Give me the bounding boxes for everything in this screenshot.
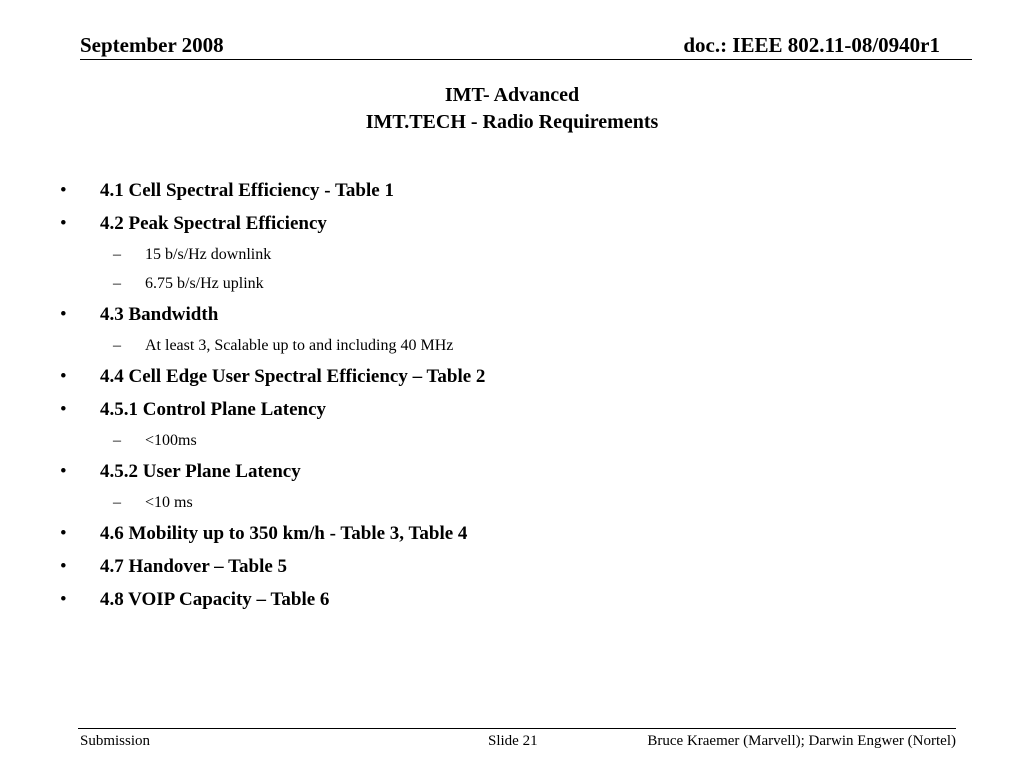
bullet-marker: • [60,213,67,234]
bullet-marker: • [60,399,67,420]
bullet-marker: • [60,180,67,201]
list-item [60,300,960,333]
list-item-text: 4.4 Cell Edge User Spectral Efficiency – Table 2 [100,366,486,387]
list-item [60,362,960,395]
sub-list-item-text: <100ms [145,432,197,449]
bullet-marker: • [60,523,67,544]
bullet-marker: • [60,556,67,577]
list-item [60,457,960,490]
list-item-text: 4.5.2 User Plane Latency [100,461,301,482]
bullet-marker: • [60,304,67,325]
list-item [60,585,960,618]
sub-list-item [60,490,960,519]
list-item [60,176,960,209]
list-item-text: 4.2 Peak Spectral Efficiency [100,213,327,234]
slide-title [0,82,1024,136]
dash-marker: – [113,494,121,511]
dash-marker: – [113,337,121,354]
list-item [60,552,960,585]
sub-list-item-text: <10 ms [145,494,193,511]
dash-marker: – [113,432,121,449]
sub-list-item [60,428,960,457]
sub-list-item [60,242,960,271]
header-divider [80,59,972,60]
footer-authors: Bruce Kraemer (Marvell); Darwin Engwer (Nortel) [647,733,956,749]
slide-title-line-2: IMT.TECH - Radio Requirements [365,111,659,133]
footer-submission: Submission [80,733,151,749]
list-item-text: 4.6 Mobility up to 350 km/h - Table 3, Table 4 [100,523,468,544]
sub-list-item-text: At least 3, Scalable up to and including 40 MHz [145,337,454,354]
list-item [60,519,960,552]
sub-list-item [60,333,960,362]
footer-slide-number: Slide 21 [488,733,538,749]
requirements-list [60,176,960,618]
list-item-text: 4.8 VOIP Capacity – Table 6 [100,589,330,610]
bullet-marker: • [60,366,67,387]
sub-list-item-text: 15 b/s/Hz downlink [145,246,272,263]
footer-divider [78,728,956,729]
header-date: September 2008 [80,33,224,57]
header-doc-id: doc.: IEEE 802.11-08/0940r1 [683,33,940,57]
list-item-text: 4.7 Handover – Table 5 [100,556,288,577]
sub-list-item [60,271,960,300]
list-item-text: 4.1 Cell Spectral Efficiency - Table 1 [100,180,394,201]
dash-marker: – [113,275,121,292]
dash-marker: – [113,246,121,263]
list-item [60,395,960,428]
slide-title-line-1: IMT- Advanced [444,84,580,106]
sub-list-item-text: 6.75 b/s/Hz uplink [145,275,264,292]
list-item [60,209,960,242]
list-item-text: 4.3 Bandwidth [100,304,219,325]
bullet-marker: • [60,461,67,482]
bullet-marker: • [60,589,67,610]
list-item-text: 4.5.1 Control Plane Latency [100,399,327,420]
